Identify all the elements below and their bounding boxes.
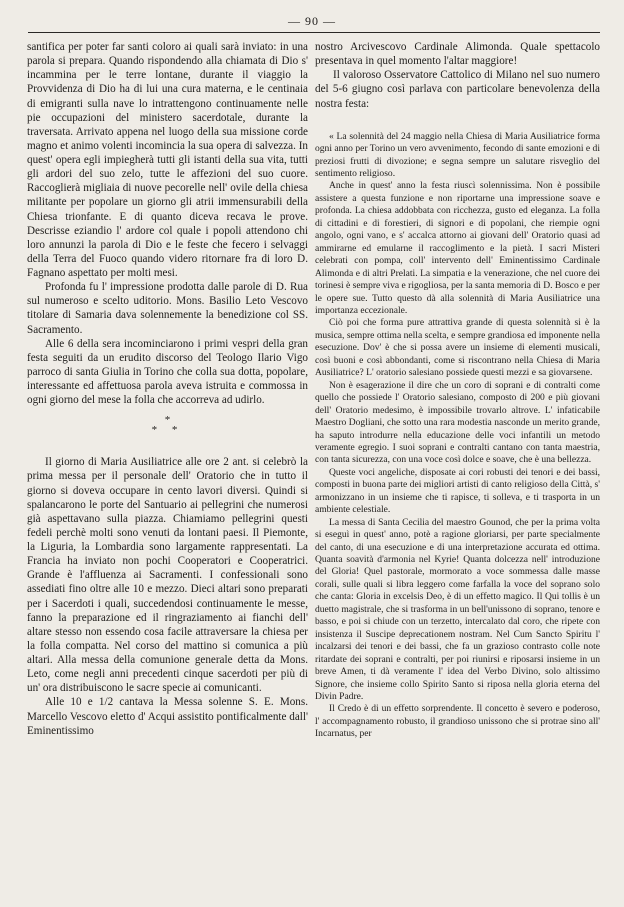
asterism-top: * [164,414,171,427]
quote-paragraph: Ciò poi che forma pure attrattiva grande di questa solennità si è la musica, sempre ottima nella scelta, e sempre grandiosa ed imponente nella esecuzione. Dov' è che si possa avere un insieme di elementi musicali, così buoni e così abbondanti, come si riscontrano nella Chiesa di Maria Ausiliatrice? L' oratorio salesiano possiede questi mezzi e sa giovarsene. [315,317,600,379]
paragraph: santifica per poter far santi coloro ai quali sarà inviato: in una parola si prepara. Quando rispondendo alla chiamata di Dio s' incammina per le terre lontane, durante il viaggio la Provvidenza di Dio ha di lui una cura materna, e le centinaia di emigranti sulla nave lo intrattengono continuamente nelle pie occupazioni del ministero sacerdotale, durante la traversata. Arrivato appena nel luogo della sua missione corde magno et animo volenti incomincia la sua opera di salvezza. In quest' opera egli impiegherà tutti gli istanti della sua vita, tutti gli ardori del suo zelo, tutte le affezioni del suo cuore. Raccoglierà migliaia di nuove pecorelle nell' ovile della chiesa militante per popolare un giorno gli atrii immensurabili della Chiesa trionfante. E di quanto diceva recava le prove. Descrisse eziandio l' ardore col quale i popoli attendono chi loro annunzi la parola di Dio e le feste che fecero i selvaggi della Terra del Fuoco quando videro ritornare fra di loro D. Fagnano aspettato per molti mesi. [27,41,308,279]
paragraph: Il giorno di Maria Ausiliatrice alle ore 2 ant. si celebrò la prima messa per il personale dell' Oratorio che in tutto il giorno si doveva occupare in cento lavori diversi. Quindi si spalancarono le porte del Santuario ai pellegrini che numerosi già aspettavano sulla piazza. Chiamiamo pellegrini questi fedeli perchè molti sono venuti da lontani paesi. Il Piemonte, la Liguria, la Lombardia sono largamente rappresentati. La Francia ha inviato non pochi Cooperatori e Cooperatrici. Grande è l'affluenza ai Sacramenti. I confessionali sono assediati fino oltre alle 10 e mezzo. Dieci altari sono preparati per i Sacerdoti i quali, succedendosi continuamente le messe, fanno la preparazione ed il ringraziamento ai fianchi dell' altare stesso non essendo cosa facile attraversare la chiesa per la folla compatta. Nel corso del mattino si comunica a più altari. Alla messa della comunione generale detta da Mons. Leto, come negli anni precedenti cinque sacerdoti per più di un' ora distribuiscono le sacre specie ai comunicanti. [27,456,308,695]
quote-paragraph: La messa di Santa Cecilia del maestro Gounod, che per la prima volta si eseguì in quest' anno, potè a ragione gloriarsi, per parte specialmente del canto, di una esecuzione e di una interpretazione accurata ed ottima. Quanta soavità d'armonia nel Kyrie! Quanta dolcezza nell' introduzione del Gloria! Quel pastorale, mormorato a voce sommessa dalle masse corali, sulle quali si libra leggero come farfalla la voce del soprano solo che canta: Gloria in excelsis Deo, è di un effetto magico. Il Qui tollis è un duetto magistrale, che si trasforma in un bell'unissono di soprano, tenore e basso, e poi si chiude con un terzetto, intercalato dal coro, che ripete con insistenza il Suscipe deprecationem nostram. Nel Cum Sancto Spiritu l' incalzarsi dei tenori e dei bassi, che fa un grazioso contrasto colle note ritardate dei soprani e contralti, per poi riunirsi e riposarsi insieme in un breve Amen, ti dà veramente l' idea del Verbo Divino, solo altissimo Signore, che insieme collo Spirito Santo si riposa nella gloria eterna del Divin Padre. [315,516,600,703]
header-rule [28,32,600,33]
section-separator [27,415,308,435]
quoted-article [315,131,600,741]
page-number: — 90 — [288,14,336,28]
quote-paragraph: Il Credo è di un effetto sorprendente. Il concetto è severo e poderoso, l' accompagnamento robusto, il grandioso unissono che si protrae sino all' Incarnatus, per [315,703,600,740]
quote-paragraph: « La solennità del 24 maggio nella Chiesa di Maria Ausiliatrice forma ogni anno per Torino un vero avvenimento, fecondo di sante emozioni e di preziosi frutti di divozione; e segna sempre un salutare risveglio del sentimento religioso. [315,130,600,179]
quote-paragraph: Queste voci angeliche, disposate ai cori robusti dei tenori e dei bassi, composti in buona parte dei migliori artisti di canto religioso della Città, s' armonizzano in un insieme che ti rapisce, ti solleva, e ti trasporta in un ambiente celestiale. [315,466,600,516]
paragraph: Alle 10 e 1/2 cantava la Messa solenne S. E. Mons. Marcello Vescovo eletto d' Acqui assistito pontificalmente dall' Eminentissimo [27,696,308,737]
paragraph: Alle 6 della sera incominciarono i primi vespri della gran festa seguiti da un erudito discorso del Teologo Ilario Vigo parroco di santa Giulia in Torino che colla sua dotta, popolare, interessante ed affettuosa parola aveva istruita e commossa in ogni giorno del mese la folla che accorreva ad udirlo. [27,337,308,407]
left-column [27,40,308,901]
paragraph: nostro Arcivescovo Cardinale Alimonda. Quale spettacolo presentava in quel momento l'altar maggiore! [315,41,600,68]
quote-paragraph: Anche in quest' anno la festa riuscì solennissima. Non è possibile assistere a questa funzione e non riportarne una impressione soave e profonda. La chiesa addobbata con ricchezza, gusto ed eleganza. La folla di cittadini e di forestieri, di signori e di popolani, che riempie ogni angolo, ogni vano, e s' accalca attorno ai giovani dell' Oratorio quasi ad ammirarne ed emularne il raccoglimento e la pietà. I sacri Misteri celebrati con pompa, coll' intervento dell' Eminentissimo Cardinale Alimonda e di altri Prelati. La simpatia e la venerazione, che nel cuore dei torinesi è sempre viva e rigogliosa, per la santa memoria di D. Bosco e per le opere sue. Tutto questo dà alla solennità di Maria Ausiliatrice una importanza eccezionale. [315,180,600,316]
right-column [315,40,600,901]
asterism-bottom: * * [151,424,184,437]
paragraph: Profonda fu l' impressione prodotta dalle parole di D. Rua sul numeroso e scelto uditorio. Mons. Basilio Leto Vescovo titolare di Samaria dava solennemente la benedizione col SS. Sacramento. [27,281,308,336]
paragraph: Il valoroso Osservatore Cattolico di Milano nel suo numero del 5-6 giugno così parlava con particolare benevolenza della nostra festa: [315,69,600,110]
quote-paragraph: Non è esagerazione il dire che un coro di soprani e di contralti come quello che possiede l' Oratorio salesiano, composto di 200 e più giovani dell' Oratorio medesimo, è impossibile trovarlo altrove. L' infaticabile Maestro Dogliani, che sotto una rara modestia nasconde un merito grande, ha saputo introdurre nella educazione delle voci infantili un metodo veramente egregio. I suoi soprani e contralti cantano con tanta maestria, con tanta sicurezza, con una voce così dolce e soave, che è una bellezza. [315,379,600,466]
